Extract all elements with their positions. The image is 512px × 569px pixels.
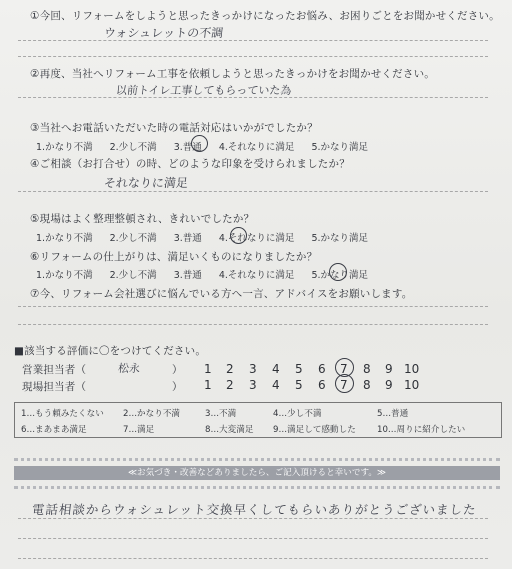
divider xyxy=(14,486,500,489)
close-paren: ） xyxy=(172,364,183,376)
answer-line xyxy=(18,56,488,57)
answer-line xyxy=(18,306,488,307)
score-number: 5 xyxy=(295,362,303,376)
question-7: ⑦今、リフォーム会社選びに悩んでいる方へ一言、アドバイスをお願いします。 xyxy=(30,288,413,300)
scale-item: 7…満足 xyxy=(123,425,155,435)
option: 1.かなり不満 xyxy=(36,270,93,281)
scale-item: 4…少し不満 xyxy=(273,409,322,419)
option: 4.それなりに満足 xyxy=(218,142,295,153)
selection-circle xyxy=(335,374,354,393)
option: 4.それなりに満足 xyxy=(218,233,295,244)
sales-name: 松永 xyxy=(117,362,141,375)
score-number: 3 xyxy=(249,362,257,376)
scale-item: 2…かなり不満 xyxy=(123,409,181,419)
answer-2: 以前トイレ工事してもらっていた為 xyxy=(115,84,293,97)
q5-options xyxy=(36,230,382,244)
score-number: 4 xyxy=(272,362,280,376)
option: 5.かなり満足 xyxy=(311,270,369,281)
selection-circle xyxy=(191,135,208,152)
score-number: 7 xyxy=(340,378,348,392)
comment-text: 電話相談からウォシュレット交換早くしてもらいありがとうございました xyxy=(31,502,478,517)
score-number: 6 xyxy=(318,378,326,392)
answer-4: それなりに満足 xyxy=(103,176,189,190)
option: 1.かなり不満 xyxy=(36,233,93,244)
scale-item: 8…大変満足 xyxy=(205,425,254,435)
question-2: ②再度、当社へリフォーム工事を依頼しようと思ったきっかけをお聞かせください。 xyxy=(30,68,435,80)
option: 4.それなりに満足 xyxy=(218,270,295,281)
question-4: ④ご相談（お打合せ）の時、どのような印象を受けられましたか？ xyxy=(30,158,350,170)
option: 3.普通 xyxy=(173,270,202,281)
score-number: 1 xyxy=(204,362,212,376)
question-5: ⑤現場はよく整理整頓され、きれいでしたか？ xyxy=(30,213,255,225)
comment-line xyxy=(18,538,488,539)
option: 1.かなり不満 xyxy=(36,142,93,153)
option: 3.普通 xyxy=(173,142,202,153)
score-number: 8 xyxy=(363,362,371,376)
scale-item: 9…満足して感動した xyxy=(273,425,356,435)
scale-item: 10…周りに紹介したい xyxy=(377,425,466,435)
question-6: ⑥リフォームの仕上がりは、満足いくものになりましたか？ xyxy=(30,251,318,263)
score-number: 7 xyxy=(340,362,348,376)
option: 5.かなり満足 xyxy=(311,142,369,153)
score-number: 9 xyxy=(385,362,393,376)
option: 2.少し不満 xyxy=(109,142,157,153)
score-number: 9 xyxy=(385,378,393,392)
divider xyxy=(14,458,500,461)
selection-circle xyxy=(329,263,347,281)
rating-heading: ■該当する評価に〇をつけてください。 xyxy=(14,345,207,357)
answer-line xyxy=(18,191,488,192)
option: 5.かなり満足 xyxy=(311,233,369,244)
scale-item: 6…まあまあ満足 xyxy=(21,425,87,435)
score-number: 1 xyxy=(204,378,212,392)
rating-scale-legend xyxy=(14,402,502,438)
comment-banner: ≪お気づき・改善などありましたら、ご記入頂けると幸いです。≫ xyxy=(14,466,500,480)
score-number: 8 xyxy=(363,378,371,392)
score-number: 4 xyxy=(272,378,280,392)
q3-options xyxy=(36,139,382,153)
answer-1: ウォシュレットの不調 xyxy=(103,26,224,40)
score-number: 10 xyxy=(404,378,420,392)
background-watermark xyxy=(330,78,364,127)
scale-item: 5…普通 xyxy=(377,409,409,419)
answer-line xyxy=(18,97,488,98)
score-number: 2 xyxy=(226,378,234,392)
score-number: 10 xyxy=(404,362,420,376)
score-number: 2 xyxy=(226,362,234,376)
scale-item: 3…不満 xyxy=(205,409,237,419)
answer-line xyxy=(18,324,488,325)
question-3: ③当社へお電話いただいた時の電話対応はいかがでしたか？ xyxy=(30,122,318,134)
score-number: 5 xyxy=(295,378,303,392)
score-number: 3 xyxy=(249,378,257,392)
selection-circle xyxy=(230,227,247,244)
option: 3.普通 xyxy=(173,233,202,244)
sales-label: 営業担当者（ xyxy=(22,364,87,376)
question-1: ①今回、リフォームをしようと思ったきっかけになったお悩み、お困りごとをお聞かせください。 xyxy=(30,10,500,22)
close-paren: ） xyxy=(172,381,183,393)
option: 2.少し不満 xyxy=(109,270,157,281)
score-number: 6 xyxy=(318,362,326,376)
answer-line xyxy=(18,40,488,41)
site-label: 現場担当者（ xyxy=(22,381,87,393)
option: 2.少し不満 xyxy=(109,233,157,244)
comment-line xyxy=(18,558,488,559)
comment-line xyxy=(18,518,488,519)
scale-item: 1…もう頼みたくない xyxy=(21,409,104,419)
